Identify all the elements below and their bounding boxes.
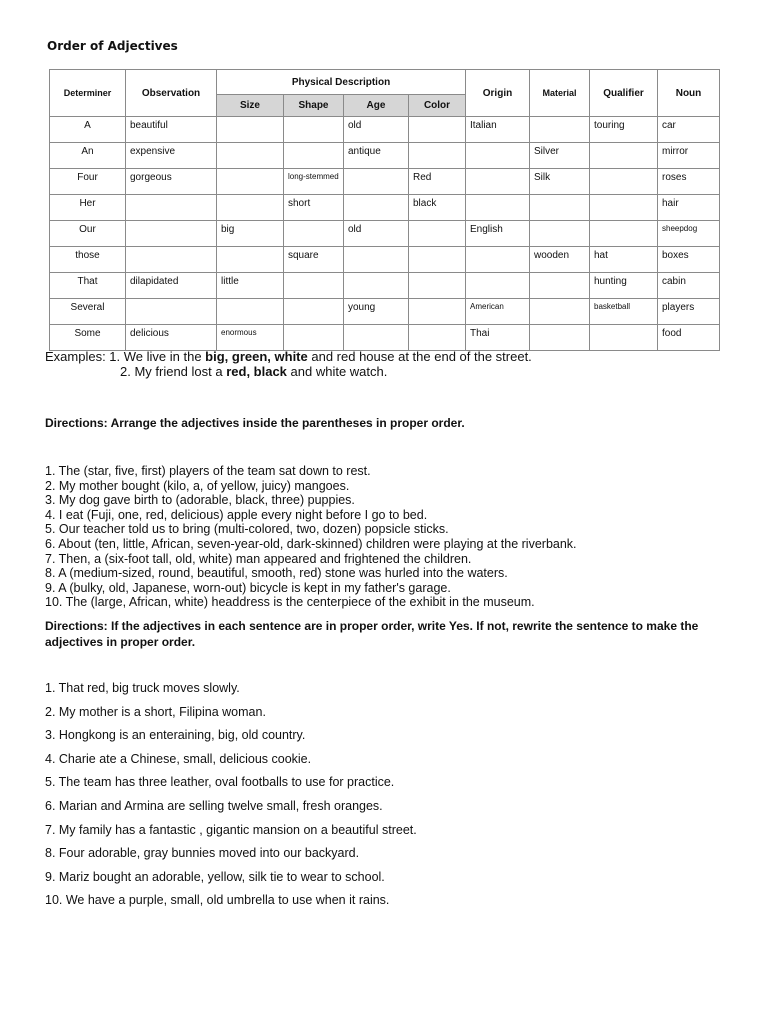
table-cell [466, 247, 530, 273]
adjective-order-table [49, 69, 720, 351]
header-size: Size [217, 95, 284, 117]
table-cell: square [284, 247, 344, 273]
table-cell: Four [50, 169, 126, 195]
header-observation: Observation [126, 70, 217, 117]
table-cell [344, 325, 409, 351]
table-cell: short [284, 195, 344, 221]
table-cell: old [344, 117, 409, 143]
example-bold: red, black [226, 364, 287, 379]
table-cell [217, 143, 284, 169]
table-cell [409, 117, 466, 143]
list-item: 6. About (ten, little, African, seven-year-old, dark-skinned) children were playing at the riverbank. [45, 536, 577, 551]
list-item: 4. I eat (Fuji, one, red, delicious) apple every night before I go to bed. [45, 507, 428, 522]
example-bold: big, green, white [205, 349, 308, 364]
table-cell: big [217, 221, 284, 247]
list-item: 7. Then, a (six-foot tall, old, white) man appeared and frightened the children. [45, 551, 472, 566]
table-cell: That [50, 273, 126, 299]
header-age: Age [344, 95, 409, 117]
table-cell: Her [50, 195, 126, 221]
table-cell: Thai [466, 325, 530, 351]
header-origin: Origin [466, 70, 530, 117]
table-cell [126, 299, 217, 325]
table-cell: Some [50, 325, 126, 351]
example-text: and red house at the end of the street. [307, 349, 532, 364]
table-cell [409, 325, 466, 351]
table-cell [217, 195, 284, 221]
table-row [50, 221, 720, 247]
table-cell: delicious [126, 325, 217, 351]
table-cell: Our [50, 221, 126, 247]
header-shape: Shape [284, 95, 344, 117]
table-cell: black [409, 195, 466, 221]
list-item: 7. My family has a fantastic , gigantic mansion on a beautiful street. [45, 822, 417, 837]
table-cell: Red [409, 169, 466, 195]
table-body [50, 117, 720, 351]
table-cell [590, 221, 658, 247]
table-row [50, 117, 720, 143]
table-cell: English [466, 221, 530, 247]
table-cell [590, 169, 658, 195]
table-cell [530, 221, 590, 247]
table-cell: long-stemmed [284, 169, 344, 195]
table-cell [590, 325, 658, 351]
table-cell: car [658, 117, 720, 143]
list-item: 4. Charie ate a Chinese, small, delicious cookie. [45, 751, 312, 766]
table-cell: gorgeous [126, 169, 217, 195]
table-cell: A [50, 117, 126, 143]
table-cell: Silk [530, 169, 590, 195]
list-item: 10. We have a purple, small, old umbrella to use when it rains. [45, 893, 390, 908]
example-text: and white watch. [286, 364, 388, 379]
list-item: 3. My dog gave birth to (adorable, black, three) puppies. [45, 493, 355, 508]
table-row [50, 143, 720, 169]
table-cell: players [658, 299, 720, 325]
table-cell [530, 325, 590, 351]
table-cell: roses [658, 169, 720, 195]
table-cell [466, 143, 530, 169]
page-title: Order of Adjectives [47, 39, 178, 53]
table-cell: hair [658, 195, 720, 221]
list-item: 5. Our teacher told us to bring (multi-colored, two, dozen) popsicle sticks. [45, 522, 449, 537]
table-cell: antique [344, 143, 409, 169]
table-row [50, 195, 720, 221]
table-cell [409, 143, 466, 169]
list-item: 1. The (star, five, first) players of the team sat down to rest. [45, 464, 371, 478]
table-cell: dilapidated [126, 273, 217, 299]
table-cell [530, 299, 590, 325]
table-cell [284, 273, 344, 299]
table-cell [284, 117, 344, 143]
table-cell: little [217, 273, 284, 299]
table-cell [217, 169, 284, 195]
table-cell [530, 117, 590, 143]
table-cell [344, 195, 409, 221]
examples [45, 349, 532, 379]
example-2 [45, 364, 532, 379]
table-cell: hat [590, 247, 658, 273]
table-cell [344, 273, 409, 299]
list-item: 6. Marian and Armina are selling twelve small, fresh oranges. [45, 798, 383, 813]
example-text: 2. My friend lost a [120, 364, 227, 379]
table-cell: mirror [658, 143, 720, 169]
table-cell: cabin [658, 273, 720, 299]
example-1 [45, 349, 532, 364]
table-cell [409, 221, 466, 247]
table-cell: young [344, 299, 409, 325]
table-cell [530, 273, 590, 299]
header-physical-description: Physical Description [217, 70, 466, 95]
list-item: 1. That red, big truck moves slowly. [45, 681, 240, 695]
table-cell [466, 273, 530, 299]
table-cell [409, 247, 466, 273]
list-item: 8. Four adorable, gray bunnies moved into our backyard. [45, 846, 360, 861]
header-material: Material [530, 70, 590, 117]
table-cell: sheepdog [658, 221, 720, 247]
table-header-row [50, 70, 720, 95]
table-cell [590, 195, 658, 221]
table-cell [284, 221, 344, 247]
table-cell: basketball [590, 299, 658, 325]
table-cell: wooden [530, 247, 590, 273]
table-cell [217, 299, 284, 325]
table-cell [344, 169, 409, 195]
table-cell: Italian [466, 117, 530, 143]
table-row [50, 273, 720, 299]
example-text: Examples: 1. We live in the [45, 349, 206, 364]
table-cell: Several [50, 299, 126, 325]
table-cell [466, 169, 530, 195]
table-cell: hunting [590, 273, 658, 299]
list-item: 2. My mother is a short, Filipina woman. [45, 704, 266, 719]
exercise-list-1 [45, 464, 577, 610]
table-row [50, 169, 720, 195]
header-noun: Noun [658, 70, 720, 117]
table-cell: enormous [217, 325, 284, 351]
header-qualifier: Qualifier [590, 70, 658, 117]
table-row [50, 299, 720, 325]
list-item: 2. My mother bought (kilo, a, of yellow, juicy) mangoes. [45, 478, 350, 493]
table-cell [409, 299, 466, 325]
table-cell: boxes [658, 247, 720, 273]
exercise-list-2 [45, 681, 417, 917]
table-cell [217, 117, 284, 143]
list-item: 5. The team has three leather, oval footballs to use for practice. [45, 775, 395, 790]
table-cell [284, 143, 344, 169]
list-item: 3. Hongkong is an enteraining, big, old country. [45, 728, 306, 743]
list-item: 10. The (large, African, white) headdress is the centerpiece of the exhibit in the museum. [45, 595, 535, 610]
table-cell: An [50, 143, 126, 169]
header-determiner: Determiner [50, 70, 126, 117]
table-cell: old [344, 221, 409, 247]
table-cell [126, 195, 217, 221]
header-color: Color [409, 95, 466, 117]
list-item: 8. A (medium-sized, round, beautiful, smooth, red) stone was hurled into the waters. [45, 566, 508, 581]
list-item: 9. Mariz bought an adorable, yellow, silk tie to wear to school. [45, 869, 385, 884]
table-row [50, 247, 720, 273]
table-cell [466, 195, 530, 221]
list-item: 9. A (bulky, old, Japanese, worn-out) bicycle is kept in my father's garage. [45, 580, 451, 595]
table-cell: Silver [530, 143, 590, 169]
table-row [50, 325, 720, 351]
table-cell [284, 299, 344, 325]
directions-2: Directions: If the adjectives in each sentence are in proper order, write Yes. If not, rewrite the sentence to make the adjectives in proper order. [45, 619, 699, 649]
table-cell: those [50, 247, 126, 273]
table-cell: food [658, 325, 720, 351]
table-cell [590, 143, 658, 169]
table-cell [409, 273, 466, 299]
table-cell [344, 247, 409, 273]
table-cell [126, 247, 217, 273]
table-cell: American [466, 299, 530, 325]
table-cell [217, 247, 284, 273]
directions-1: Directions: Arrange the adjectives inside the parentheses in proper order. [45, 416, 465, 430]
table-cell: expensive [126, 143, 217, 169]
table-cell: touring [590, 117, 658, 143]
table-cell [126, 221, 217, 247]
table-cell [530, 195, 590, 221]
table-cell [284, 325, 344, 351]
table-cell: beautiful [126, 117, 217, 143]
